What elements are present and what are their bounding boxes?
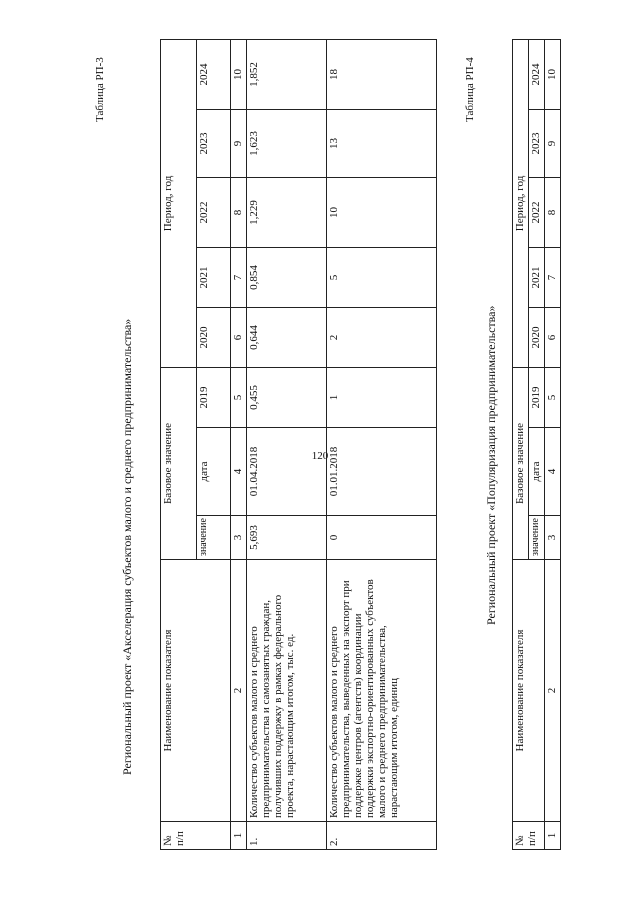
colnum: 7 <box>545 247 561 307</box>
row-val: 0,455 <box>247 367 327 427</box>
row-val: 18 <box>327 39 437 109</box>
header-base: Базовое значение <box>513 367 529 559</box>
table-rp4 <box>512 39 561 850</box>
colnum: 3 <box>231 516 247 560</box>
header-value: значение <box>529 516 545 560</box>
header-date: дата <box>197 428 231 516</box>
colnum: 5 <box>231 367 247 427</box>
row-value: 5,693 <box>247 516 327 560</box>
colnum: 1 <box>231 822 247 850</box>
row-val: 2 <box>327 307 437 367</box>
header-no: № п/п <box>161 822 231 850</box>
header-name: Наименование показателя <box>513 560 545 822</box>
header-period: Период, год <box>513 39 529 367</box>
header-date: дата <box>529 428 545 516</box>
header-year: 2024 <box>197 39 231 109</box>
row-val: 1,623 <box>247 109 327 177</box>
row-val: 1,229 <box>247 177 327 247</box>
header-year: 2022 <box>529 177 545 247</box>
table-row <box>247 39 327 849</box>
row-val: 1,852 <box>247 39 327 109</box>
rotated-content <box>0 30 640 870</box>
row-value: 0 <box>327 516 437 560</box>
colnum: 9 <box>231 109 247 177</box>
colnum: 10 <box>231 39 247 109</box>
header-year: 2021 <box>197 247 231 307</box>
header-year: 2020 <box>197 307 231 367</box>
header-year: 2022 <box>197 177 231 247</box>
table-rp3 <box>160 39 437 850</box>
row-no: 1. <box>247 822 327 850</box>
header-period: Период, год <box>161 39 197 367</box>
table-rp3-caption: Таблица РП-3 <box>94 57 106 122</box>
colnum: 2 <box>231 560 247 822</box>
row-val: 13 <box>327 109 437 177</box>
row-date: 01.04.2018 <box>247 428 327 516</box>
header-value: значение <box>197 516 231 560</box>
colnum: 6 <box>231 307 247 367</box>
colnum: 10 <box>545 39 561 109</box>
table-rp4-title: Региональный проект «Популяризация предпринимательства» <box>484 305 498 625</box>
row-name: Количество субъектов малого и среднего предпринимательства, выведенных на экспорт при поддержке центров (агентств) координации поддержки экспортно-ориентированных субъектов малого и среднего предпринимательства, нарастающим итогом, единиц <box>327 560 437 822</box>
row-val: 5 <box>327 247 437 307</box>
row-val: 10 <box>327 177 437 247</box>
colnum: 8 <box>231 177 247 247</box>
row-val: 0,644 <box>247 307 327 367</box>
row-no: 2. <box>327 822 437 850</box>
header-year: 2019 <box>529 367 545 427</box>
header-no: № п/п <box>513 822 545 850</box>
colnum: 3 <box>545 516 561 560</box>
colnum: 9 <box>545 109 561 177</box>
header-year: 2019 <box>197 367 231 427</box>
colnum: 1 <box>545 822 561 850</box>
colnum: 2 <box>545 560 561 822</box>
row-date: 01.01.2018 <box>327 428 437 516</box>
header-base: Базовое значение <box>161 367 197 559</box>
page-number: 120 <box>311 450 329 462</box>
colnum: 5 <box>545 367 561 427</box>
colnum: 8 <box>545 177 561 247</box>
header-year: 2021 <box>529 247 545 307</box>
row-val: 0,854 <box>247 247 327 307</box>
header-year: 2020 <box>529 307 545 367</box>
colnum: 4 <box>545 428 561 516</box>
colnum: 7 <box>231 247 247 307</box>
row-val: 1 <box>327 367 437 427</box>
header-name: Наименование показателя <box>161 560 231 822</box>
table-row <box>327 39 437 849</box>
colnum: 6 <box>545 307 561 367</box>
header-year: 2023 <box>529 109 545 177</box>
row-name: Количество субъектов малого и среднего предпринимательства и самозанятых граждан, получивших поддержку в рамках федерального проекта, нарастающим итогом, тыс. ед. <box>247 560 327 822</box>
table-rp4-caption: Таблица РП-4 <box>464 57 476 122</box>
header-year: 2023 <box>197 109 231 177</box>
table-rp3-title: Региональный проект «Акселерация субъектов малого и среднего предпринимательства» <box>120 318 134 775</box>
colnum: 4 <box>231 428 247 516</box>
header-year: 2024 <box>529 39 545 109</box>
